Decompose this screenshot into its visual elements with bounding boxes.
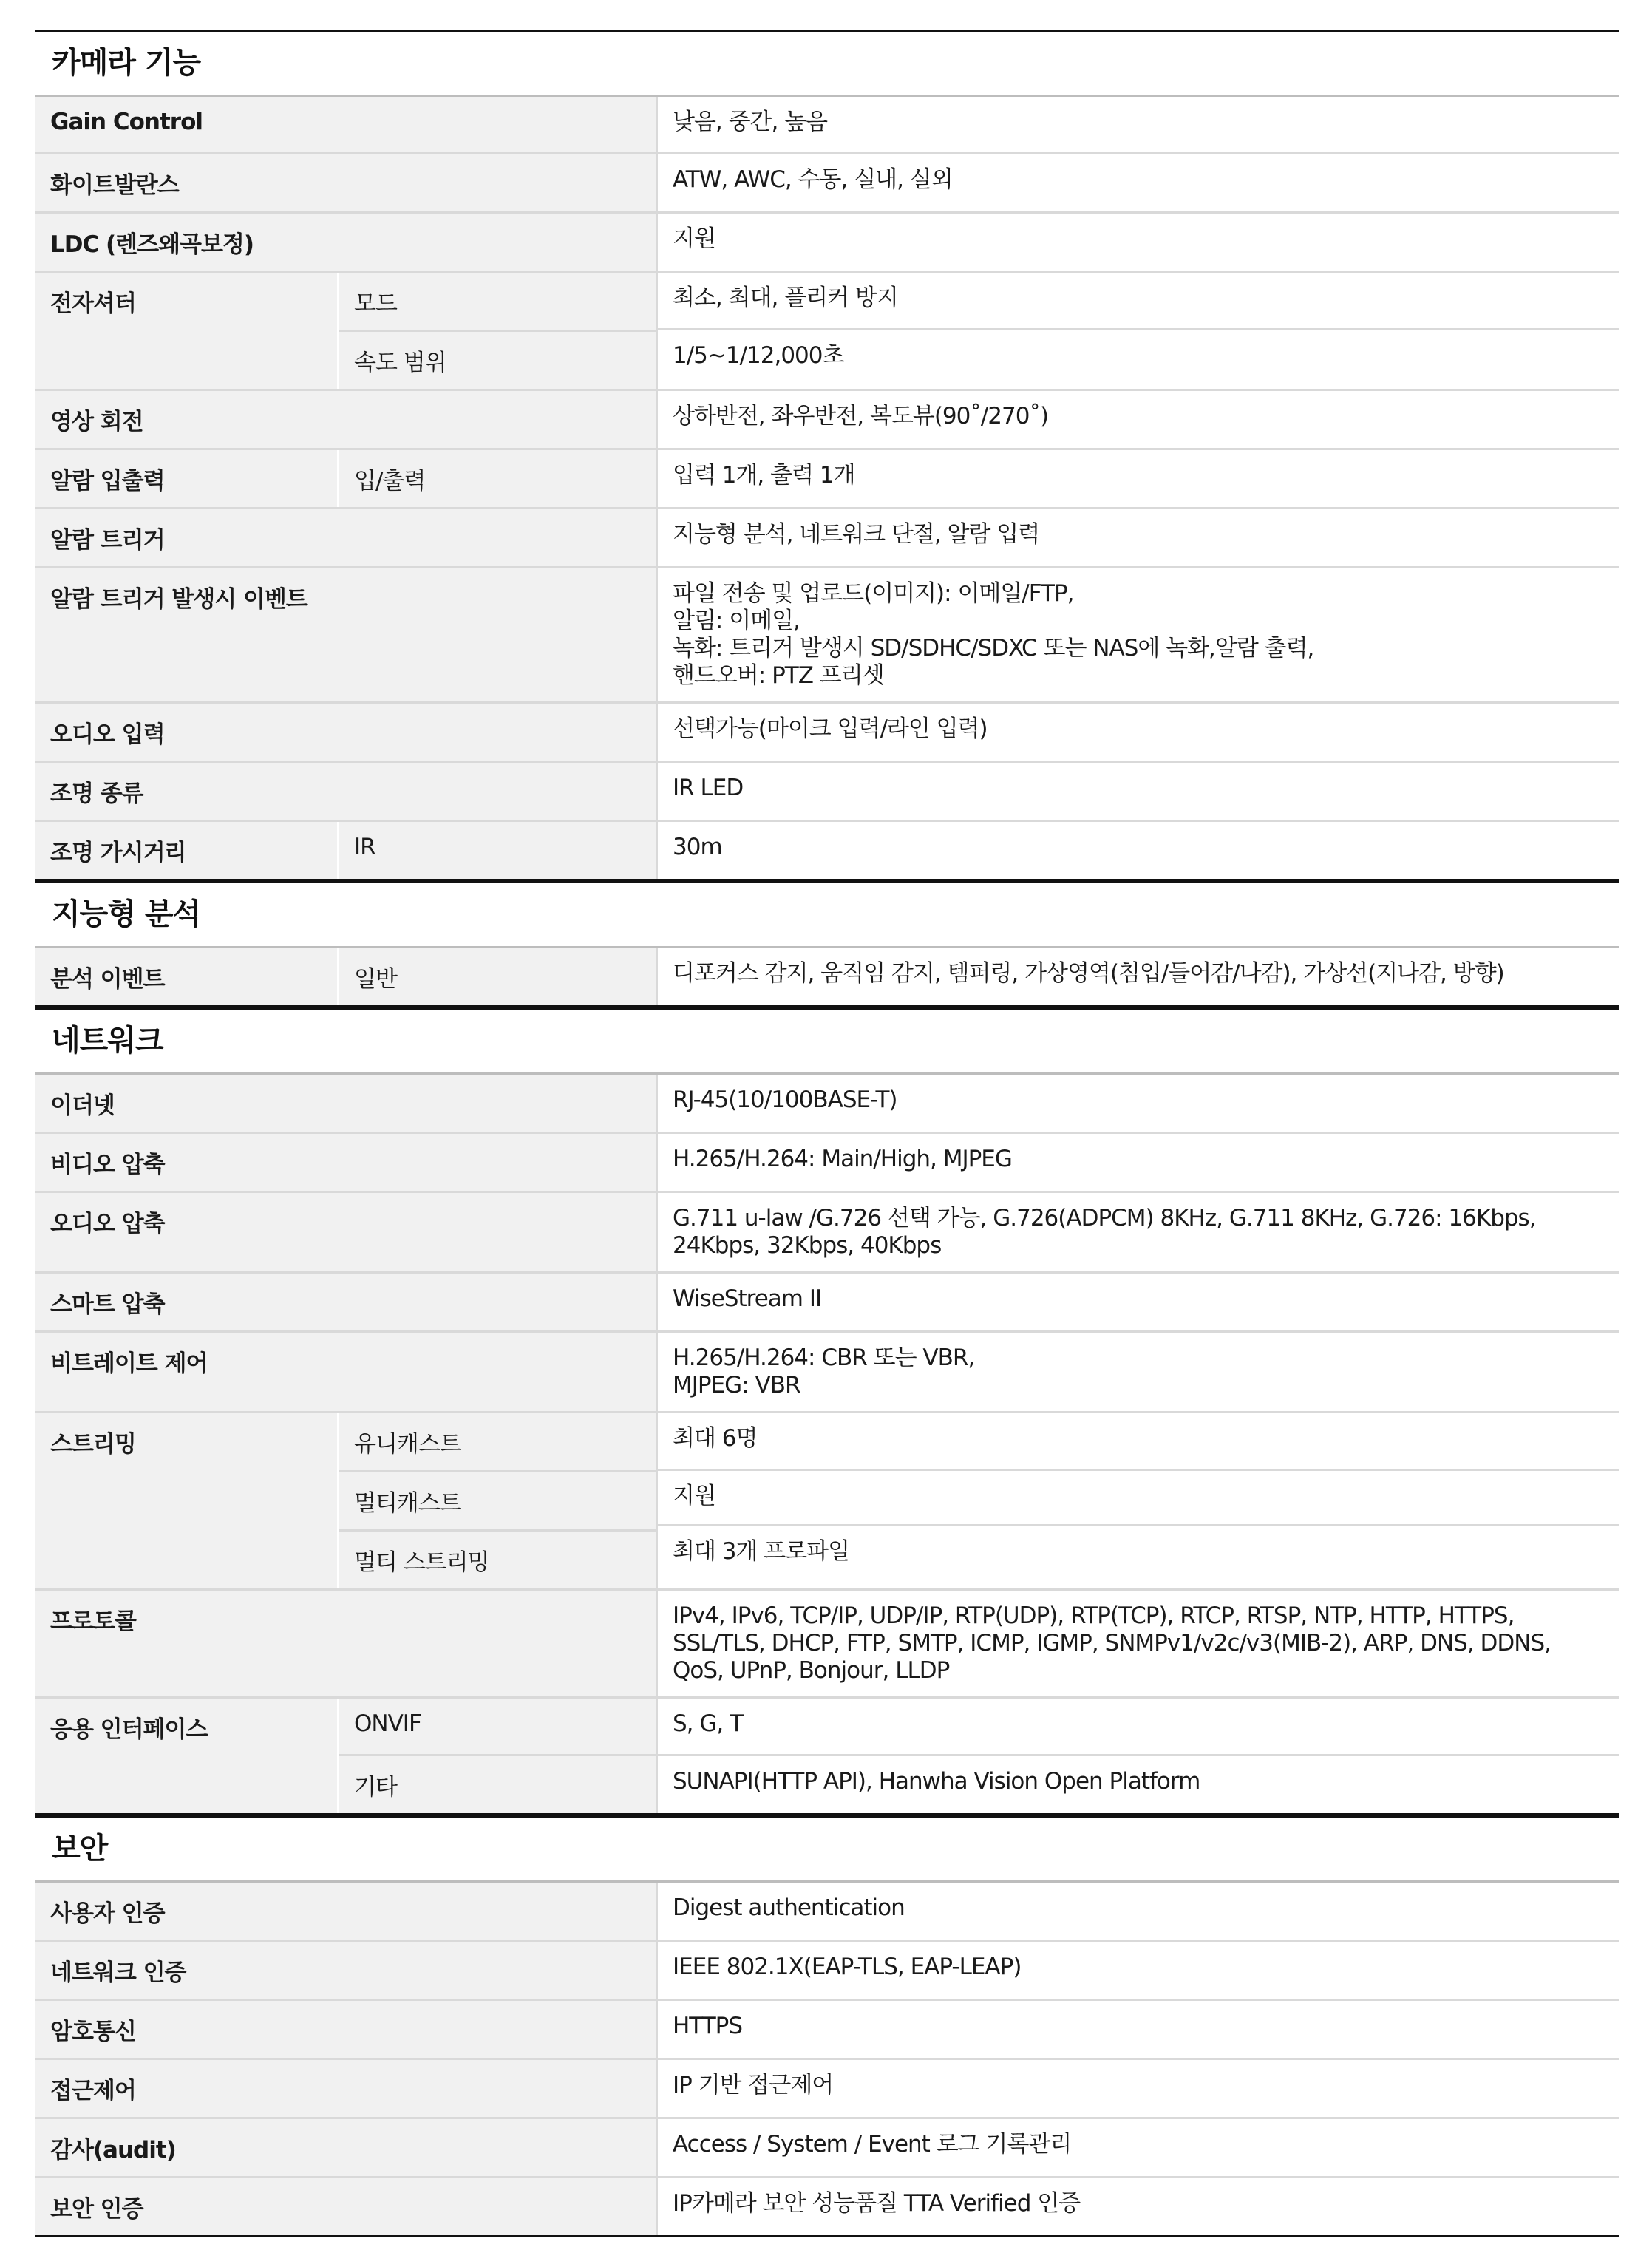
- spec-value: H.265/H.264: Main/High, MJPEG: [673, 1146, 1012, 1172]
- spec-row: [35, 1413, 1619, 1591]
- spec-label: 오디오 입력: [35, 704, 656, 761]
- spec-values: [656, 948, 1619, 1005]
- spec-value: 30m: [673, 834, 722, 860]
- spec-row: [35, 948, 1619, 1007]
- spec-value: 상하반전, 좌우반전, 복도뷰(90˚/270˚): [673, 403, 1049, 429]
- spec-values: [656, 1883, 1619, 1940]
- spec-value: H.265/H.264: CBR 또는 VBR, MJPEG: VBR: [673, 1345, 975, 1398]
- spec-sub-labels: [337, 822, 656, 879]
- spec-values: [656, 1193, 1619, 1271]
- spec-values: [656, 2001, 1619, 2058]
- spec-values: [656, 1333, 1619, 1411]
- spec-values: [656, 763, 1619, 820]
- spec-sub-labels: [337, 1699, 656, 1813]
- spec-values: [656, 1591, 1619, 1696]
- spec-values: [656, 1413, 1619, 1588]
- spec-label: 알람 트리거: [35, 509, 656, 566]
- spec-label: 접근제어: [35, 2060, 656, 2117]
- spec-row: [35, 1134, 1619, 1193]
- spec-label: 조명 종류: [35, 763, 656, 820]
- spec-label: 네트워크 인증: [35, 1942, 656, 1999]
- spec-values: [656, 214, 1619, 271]
- spec-label: 응용 인터페이스: [35, 1699, 337, 1813]
- spec-values: [656, 2178, 1619, 2235]
- spec-label: 스마트 압축: [35, 1274, 656, 1330]
- spec-label: 비트레이트 제어: [35, 1333, 656, 1411]
- spec-row: [35, 450, 1619, 509]
- spec-row: [35, 391, 1619, 450]
- spec-value: IEEE 802.1X(EAP-TLS, EAP-LEAP): [673, 1954, 1022, 1980]
- spec-value: 낮음, 중간, 높음: [673, 109, 828, 135]
- spec-values: [656, 509, 1619, 566]
- spec-values: [656, 2119, 1619, 2176]
- spec-sub-labels: [337, 948, 656, 1005]
- spec-values: [656, 391, 1619, 448]
- spec-label: 전자셔터: [35, 273, 337, 389]
- spec-label: 보안 인증: [35, 2178, 656, 2235]
- spec-sub-labels: [337, 273, 656, 389]
- spec-row: [35, 1333, 1619, 1413]
- spec-value: IR LED: [673, 775, 744, 801]
- spec-sheet: [35, 30, 1619, 2237]
- spec-label: 비디오 압축: [35, 1134, 656, 1191]
- spec-row: [35, 822, 1619, 881]
- spec-sub-label: 유니캐스트: [354, 1431, 461, 1458]
- spec-sub-label: 일반: [354, 966, 397, 993]
- spec-label: Gain Control: [35, 97, 656, 152]
- spec-row: [35, 763, 1619, 822]
- spec-row: [35, 1942, 1619, 2001]
- spec-label: 영상 회전: [35, 391, 656, 448]
- spec-label: 분석 이벤트: [35, 948, 337, 1005]
- spec-sub-label: 모드: [354, 290, 397, 317]
- spec-label: LDC (렌즈왜곡보정): [35, 214, 656, 271]
- spec-values: [656, 1699, 1619, 1813]
- spec-values: [656, 568, 1619, 701]
- spec-row: [35, 2178, 1619, 2237]
- spec-row: [35, 214, 1619, 273]
- spec-label: 감사(audit): [35, 2119, 656, 2176]
- spec-value: HTTPS: [673, 2013, 743, 2039]
- spec-value: IP카메라 보안 성능품질 TTA Verified 인증: [673, 2190, 1081, 2217]
- spec-values: [656, 154, 1619, 211]
- spec-sub-label: 기타: [339, 1754, 656, 1813]
- spec-value: Access / System / Event 로그 기록관리: [673, 2131, 1072, 2158]
- spec-sub-labels: [337, 1413, 656, 1588]
- section-title: 보안: [35, 1815, 1619, 1883]
- spec-value: IPv4, IPv6, TCP/IP, UDP/IP, RTP(UDP), RTP(TCP), RTCP, RTSP, NTP, HTTP, HTTPS, SSL/TLS, DHCP, FTP, SMTP, ICMP, IGMP, SNMPv1/v2c/v3(MIB-2), ARP, DNS, DDNS, QoS, UPnP, Bonjour, LLDP: [673, 1602, 1551, 1684]
- spec-value: 최대 3개 프로파일: [658, 1524, 1619, 1580]
- spec-label: 암호통신: [35, 2001, 656, 2058]
- spec-value: 1/5~1/12,000초: [658, 328, 1619, 384]
- spec-value: S, G, T: [673, 1710, 744, 1737]
- spec-value: 파일 전송 및 업로드(이미지): 이메일/FTP, 알림: 이메일, 녹화: 트리거 발생시 SD/SDHC/SDXC 또는 NAS에 녹화,알람 출력, 핸드오버: PTZ 프리셋: [673, 580, 1314, 689]
- spec-values: [656, 1942, 1619, 1999]
- spec-sub-label: 속도 범위: [339, 330, 656, 389]
- section-title: 지능형 분석: [35, 881, 1619, 948]
- section-title: 네트워크: [35, 1007, 1619, 1075]
- spec-value: WiseStream II: [673, 1285, 822, 1312]
- spec-sub-label: IR: [354, 834, 375, 860]
- spec-value: 최소, 최대, 플리커 방지: [673, 285, 898, 311]
- spec-value: 지능형 분석, 네트워크 단절, 알람 입력: [673, 521, 1040, 548]
- spec-value: 디포커스 감지, 움직임 감지, 템퍼링, 가상영역(침입/들어감/나감), 가상선(지나감, 방향): [673, 960, 1504, 987]
- spec-label: 알람 입출력: [35, 450, 337, 507]
- spec-row: [35, 1075, 1619, 1134]
- spec-value: Digest authentication: [673, 1894, 905, 1921]
- spec-value: ATW, AWC, 수동, 실내, 실외: [673, 166, 953, 193]
- spec-values: [656, 1075, 1619, 1132]
- spec-value: SUNAPI(HTTP API), Hanwha Vision Open Platform: [658, 1754, 1619, 1809]
- spec-row: [35, 509, 1619, 568]
- spec-sub-label: 멀티캐스트: [339, 1470, 656, 1529]
- spec-row: [35, 1591, 1619, 1699]
- spec-value: IP 기반 접근제어: [673, 2072, 834, 2098]
- spec-sub-label: 멀티 스트리밍: [339, 1529, 656, 1588]
- spec-values: [656, 273, 1619, 389]
- spec-row: [35, 1699, 1619, 1815]
- spec-sub-label: ONVIF: [354, 1710, 421, 1737]
- spec-value: G.711 u-law /G.726 선택 가능, G.726(ADPCM) 8KHz, G.711 8KHz, G.726: 16Kbps, 24Kbps, 32Kbps, 40Kbps: [673, 1205, 1536, 1259]
- spec-values: [656, 450, 1619, 507]
- spec-sub-labels: [337, 450, 656, 507]
- spec-value: 입력 1개, 출력 1개: [673, 462, 855, 489]
- spec-row: [35, 97, 1619, 154]
- spec-value: 선택가능(마이크 입력/라인 입력): [673, 715, 988, 742]
- spec-row: [35, 1193, 1619, 1274]
- spec-values: [656, 704, 1619, 761]
- spec-values: [656, 2060, 1619, 2117]
- spec-row: [35, 154, 1619, 214]
- spec-row: [35, 1883, 1619, 1942]
- spec-row: [35, 1274, 1619, 1333]
- spec-label: 오디오 압축: [35, 1193, 656, 1271]
- spec-row: [35, 2001, 1619, 2060]
- spec-row: [35, 2119, 1619, 2178]
- spec-value: RJ-45(10/100BASE-T): [673, 1087, 897, 1113]
- spec-values: [656, 1274, 1619, 1330]
- spec-values: [656, 1134, 1619, 1191]
- spec-label: 알람 트리거 발생시 이벤트: [35, 568, 656, 701]
- spec-label: 화이트발란스: [35, 154, 656, 211]
- spec-label: 스트리밍: [35, 1413, 337, 1588]
- spec-values: [656, 822, 1619, 879]
- spec-label: 사용자 인증: [35, 1883, 656, 1940]
- spec-label: 조명 가시거리: [35, 822, 337, 879]
- spec-row: [35, 2060, 1619, 2119]
- spec-label: 이더넷: [35, 1075, 656, 1132]
- spec-value: 최대 6명: [673, 1425, 758, 1452]
- spec-values: [656, 97, 1619, 152]
- section-title: 카메라 기능: [35, 30, 1619, 97]
- spec-label: 프로토콜: [35, 1591, 656, 1696]
- spec-row: [35, 568, 1619, 704]
- spec-row: [35, 704, 1619, 763]
- spec-row: [35, 273, 1619, 391]
- spec-value: 지원: [658, 1469, 1619, 1524]
- spec-value: 지원: [673, 225, 715, 252]
- spec-sub-label: 입/출력: [354, 468, 426, 494]
